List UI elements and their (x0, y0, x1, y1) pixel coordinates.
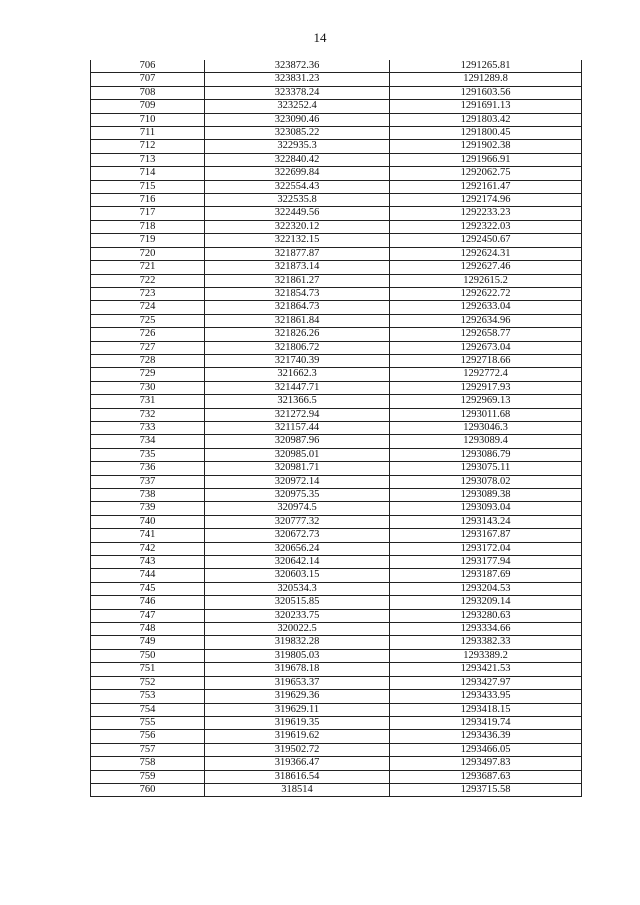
x-coordinate-cell: 319619.35 (205, 716, 390, 729)
point-number-cell: 713 (91, 153, 205, 166)
y-coordinate-cell: 1292658.77 (390, 328, 582, 341)
table-row (91, 368, 582, 381)
x-coordinate-cell: 318616.54 (205, 770, 390, 783)
x-coordinate-cell: 323090.46 (205, 113, 390, 126)
point-number-cell: 742 (91, 542, 205, 555)
table-row (91, 703, 582, 716)
y-coordinate-cell: 1292673.04 (390, 341, 582, 354)
y-coordinate-cell: 1293419.74 (390, 716, 582, 729)
table-row (91, 489, 582, 502)
x-coordinate-cell: 321157.44 (205, 421, 390, 434)
point-number-cell: 727 (91, 341, 205, 354)
point-number-cell: 754 (91, 703, 205, 716)
y-coordinate-cell: 1292174.96 (390, 194, 582, 207)
y-coordinate-cell: 1293046.3 (390, 421, 582, 434)
x-coordinate-cell: 322535.8 (205, 194, 390, 207)
y-coordinate-cell: 1292718.66 (390, 354, 582, 367)
point-number-cell: 706 (91, 60, 205, 73)
table-row (91, 220, 582, 233)
point-number-cell: 721 (91, 261, 205, 274)
point-number-cell: 736 (91, 462, 205, 475)
y-coordinate-cell: 1292322.03 (390, 220, 582, 233)
table-row (91, 408, 582, 421)
table-row (91, 113, 582, 126)
table-row (91, 462, 582, 475)
point-number-cell: 722 (91, 274, 205, 287)
point-number-cell: 715 (91, 180, 205, 193)
y-coordinate-cell: 1292969.13 (390, 395, 582, 408)
x-coordinate-cell: 322554.43 (205, 180, 390, 193)
x-coordinate-cell: 319653.37 (205, 676, 390, 689)
x-coordinate-cell: 321366.5 (205, 395, 390, 408)
coordinates-table (90, 60, 582, 797)
table-row (91, 207, 582, 220)
table-row (91, 596, 582, 609)
x-coordinate-cell: 321806.72 (205, 341, 390, 354)
table-row (91, 716, 582, 729)
y-coordinate-cell: 1293172.04 (390, 542, 582, 555)
point-number-cell: 752 (91, 676, 205, 689)
point-number-cell: 723 (91, 287, 205, 300)
x-coordinate-cell: 321873.14 (205, 261, 390, 274)
x-coordinate-cell: 323252.4 (205, 100, 390, 113)
x-coordinate-cell: 321272.94 (205, 408, 390, 421)
point-number-cell: 729 (91, 368, 205, 381)
y-coordinate-cell: 1293204.53 (390, 582, 582, 595)
table-row (91, 153, 582, 166)
y-coordinate-cell: 1292633.04 (390, 301, 582, 314)
table-row (91, 127, 582, 140)
x-coordinate-cell: 320603.15 (205, 569, 390, 582)
table-row (91, 783, 582, 796)
point-number-cell: 735 (91, 448, 205, 461)
x-coordinate-cell: 323378.24 (205, 86, 390, 99)
table-row (91, 556, 582, 569)
x-coordinate-cell: 322935.3 (205, 140, 390, 153)
point-number-cell: 738 (91, 489, 205, 502)
table-row (91, 502, 582, 515)
point-number-cell: 745 (91, 582, 205, 595)
point-number-cell: 716 (91, 194, 205, 207)
point-number-cell: 757 (91, 743, 205, 756)
point-number-cell: 718 (91, 220, 205, 233)
y-coordinate-cell: 1292450.67 (390, 234, 582, 247)
y-coordinate-cell: 1291800.45 (390, 127, 582, 140)
point-number-cell: 709 (91, 100, 205, 113)
x-coordinate-cell: 321447.71 (205, 381, 390, 394)
point-number-cell: 726 (91, 328, 205, 341)
point-number-cell: 720 (91, 247, 205, 260)
point-number-cell: 740 (91, 515, 205, 528)
point-number-cell: 739 (91, 502, 205, 515)
point-number-cell: 707 (91, 73, 205, 86)
y-coordinate-cell: 1293093.04 (390, 502, 582, 515)
table-row (91, 448, 582, 461)
y-coordinate-cell: 1292772.4 (390, 368, 582, 381)
point-number-cell: 746 (91, 596, 205, 609)
y-coordinate-cell: 1292062.75 (390, 167, 582, 180)
table-row (91, 341, 582, 354)
x-coordinate-cell: 321826.26 (205, 328, 390, 341)
table-row (91, 649, 582, 662)
x-coordinate-cell: 322320.12 (205, 220, 390, 233)
table-row (91, 314, 582, 327)
y-coordinate-cell: 1293143.24 (390, 515, 582, 528)
x-coordinate-cell: 321854.73 (205, 287, 390, 300)
y-coordinate-cell: 1293089.38 (390, 489, 582, 502)
point-number-cell: 760 (91, 783, 205, 796)
x-coordinate-cell: 320985.01 (205, 448, 390, 461)
point-number-cell: 744 (91, 569, 205, 582)
table-row (91, 73, 582, 86)
table-row (91, 690, 582, 703)
table-row (91, 542, 582, 555)
x-coordinate-cell: 321877.87 (205, 247, 390, 260)
x-coordinate-cell: 320672.73 (205, 529, 390, 542)
table-row (91, 770, 582, 783)
table-row (91, 421, 582, 434)
point-number-cell: 724 (91, 301, 205, 314)
y-coordinate-cell: 1292233.23 (390, 207, 582, 220)
table-row (91, 274, 582, 287)
table-row (91, 636, 582, 649)
x-coordinate-cell: 320656.24 (205, 542, 390, 555)
point-number-cell: 743 (91, 556, 205, 569)
x-coordinate-cell: 319502.72 (205, 743, 390, 756)
x-coordinate-cell: 323872.36 (205, 60, 390, 73)
x-coordinate-cell: 319678.18 (205, 663, 390, 676)
point-number-cell: 751 (91, 663, 205, 676)
x-coordinate-cell: 320974.5 (205, 502, 390, 515)
point-number-cell: 714 (91, 167, 205, 180)
point-number-cell: 731 (91, 395, 205, 408)
y-coordinate-cell: 1291691.13 (390, 100, 582, 113)
x-coordinate-cell: 321740.39 (205, 354, 390, 367)
point-number-cell: 712 (91, 140, 205, 153)
point-number-cell: 732 (91, 408, 205, 421)
table-row (91, 475, 582, 488)
y-coordinate-cell: 1291966.91 (390, 153, 582, 166)
y-coordinate-cell: 1292615.2 (390, 274, 582, 287)
point-number-cell: 748 (91, 623, 205, 636)
table-row (91, 261, 582, 274)
point-number-cell: 710 (91, 113, 205, 126)
x-coordinate-cell: 319619.62 (205, 730, 390, 743)
y-coordinate-cell: 1292634.96 (390, 314, 582, 327)
point-number-cell: 734 (91, 435, 205, 448)
x-coordinate-cell: 320777.32 (205, 515, 390, 528)
point-number-cell: 758 (91, 757, 205, 770)
x-coordinate-cell: 320534.3 (205, 582, 390, 595)
x-coordinate-cell: 320987.96 (205, 435, 390, 448)
y-coordinate-cell: 1293011.68 (390, 408, 582, 421)
y-coordinate-cell: 1293436.39 (390, 730, 582, 743)
table-row (91, 609, 582, 622)
x-coordinate-cell: 319366.47 (205, 757, 390, 770)
table-row (91, 757, 582, 770)
y-coordinate-cell: 1293433.95 (390, 690, 582, 703)
table-row (91, 328, 582, 341)
y-coordinate-cell: 1293167.87 (390, 529, 582, 542)
point-number-cell: 759 (91, 770, 205, 783)
table-row (91, 167, 582, 180)
y-coordinate-cell: 1293209.14 (390, 596, 582, 609)
x-coordinate-cell: 323085.22 (205, 127, 390, 140)
table-row (91, 569, 582, 582)
table-row (91, 354, 582, 367)
y-coordinate-cell: 1293466.05 (390, 743, 582, 756)
x-coordinate-cell: 322840.42 (205, 153, 390, 166)
point-number-cell: 737 (91, 475, 205, 488)
y-coordinate-cell: 1293382.33 (390, 636, 582, 649)
coordinates-table-body (91, 60, 582, 797)
x-coordinate-cell: 320981.71 (205, 462, 390, 475)
x-coordinate-cell: 320975.35 (205, 489, 390, 502)
y-coordinate-cell: 1291603.56 (390, 86, 582, 99)
x-coordinate-cell: 323831.23 (205, 73, 390, 86)
x-coordinate-cell: 319832.28 (205, 636, 390, 649)
y-coordinate-cell: 1291803.42 (390, 113, 582, 126)
point-number-cell: 750 (91, 649, 205, 662)
point-number-cell: 711 (91, 127, 205, 140)
y-coordinate-cell: 1291265.81 (390, 60, 582, 73)
x-coordinate-cell: 319629.11 (205, 703, 390, 716)
table-row (91, 301, 582, 314)
y-coordinate-cell: 1291902.38 (390, 140, 582, 153)
page-number: 14 (313, 30, 327, 45)
y-coordinate-cell: 1292161.47 (390, 180, 582, 193)
y-coordinate-cell: 1293187.69 (390, 569, 582, 582)
point-number-cell: 717 (91, 207, 205, 220)
x-coordinate-cell: 320233.75 (205, 609, 390, 622)
x-coordinate-cell: 322699.84 (205, 167, 390, 180)
y-coordinate-cell: 1291289.8 (390, 73, 582, 86)
table-row (91, 287, 582, 300)
x-coordinate-cell: 318514 (205, 783, 390, 796)
y-coordinate-cell: 1293389.2 (390, 649, 582, 662)
table-row (91, 381, 582, 394)
x-coordinate-cell: 322449.56 (205, 207, 390, 220)
table-row (91, 529, 582, 542)
y-coordinate-cell: 1293427.97 (390, 676, 582, 689)
y-coordinate-cell: 1293089.4 (390, 435, 582, 448)
table-row (91, 743, 582, 756)
y-coordinate-cell: 1293086.79 (390, 448, 582, 461)
y-coordinate-cell: 1293075.11 (390, 462, 582, 475)
y-coordinate-cell: 1292622.72 (390, 287, 582, 300)
x-coordinate-cell: 320515.85 (205, 596, 390, 609)
point-number-cell: 747 (91, 609, 205, 622)
point-number-cell: 725 (91, 314, 205, 327)
table-row (91, 395, 582, 408)
table-row (91, 623, 582, 636)
y-coordinate-cell: 1293334.66 (390, 623, 582, 636)
table-row (91, 60, 582, 73)
x-coordinate-cell: 321864.73 (205, 301, 390, 314)
table-row (91, 247, 582, 260)
y-coordinate-cell: 1293715.58 (390, 783, 582, 796)
table-row (91, 515, 582, 528)
x-coordinate-cell: 319805.03 (205, 649, 390, 662)
y-coordinate-cell: 1293421.53 (390, 663, 582, 676)
table-row (91, 582, 582, 595)
x-coordinate-cell: 321861.84 (205, 314, 390, 327)
point-number-cell: 728 (91, 354, 205, 367)
x-coordinate-cell: 321861.27 (205, 274, 390, 287)
x-coordinate-cell: 319629.36 (205, 690, 390, 703)
y-coordinate-cell: 1293687.63 (390, 770, 582, 783)
table-row (91, 100, 582, 113)
y-coordinate-cell: 1293177.94 (390, 556, 582, 569)
x-coordinate-cell: 321662.3 (205, 368, 390, 381)
y-coordinate-cell: 1292627.46 (390, 261, 582, 274)
y-coordinate-cell: 1292917.93 (390, 381, 582, 394)
y-coordinate-cell: 1292624.31 (390, 247, 582, 260)
table-row (91, 140, 582, 153)
point-number-cell: 753 (91, 690, 205, 703)
y-coordinate-cell: 1293418.15 (390, 703, 582, 716)
point-number-cell: 756 (91, 730, 205, 743)
point-number-cell: 733 (91, 421, 205, 434)
point-number-cell: 730 (91, 381, 205, 394)
table-row (91, 180, 582, 193)
y-coordinate-cell: 1293497.83 (390, 757, 582, 770)
point-number-cell: 708 (91, 86, 205, 99)
x-coordinate-cell: 320642.14 (205, 556, 390, 569)
y-coordinate-cell: 1293280.63 (390, 609, 582, 622)
table-row (91, 730, 582, 743)
table-row (91, 234, 582, 247)
table-row (91, 86, 582, 99)
table-row (91, 194, 582, 207)
x-coordinate-cell: 320022.5 (205, 623, 390, 636)
y-coordinate-cell: 1293078.02 (390, 475, 582, 488)
point-number-cell: 719 (91, 234, 205, 247)
point-number-cell: 749 (91, 636, 205, 649)
x-coordinate-cell: 322132.15 (205, 234, 390, 247)
x-coordinate-cell: 320972.14 (205, 475, 390, 488)
point-number-cell: 741 (91, 529, 205, 542)
point-number-cell: 755 (91, 716, 205, 729)
table-row (91, 435, 582, 448)
table-row (91, 676, 582, 689)
table-row (91, 663, 582, 676)
